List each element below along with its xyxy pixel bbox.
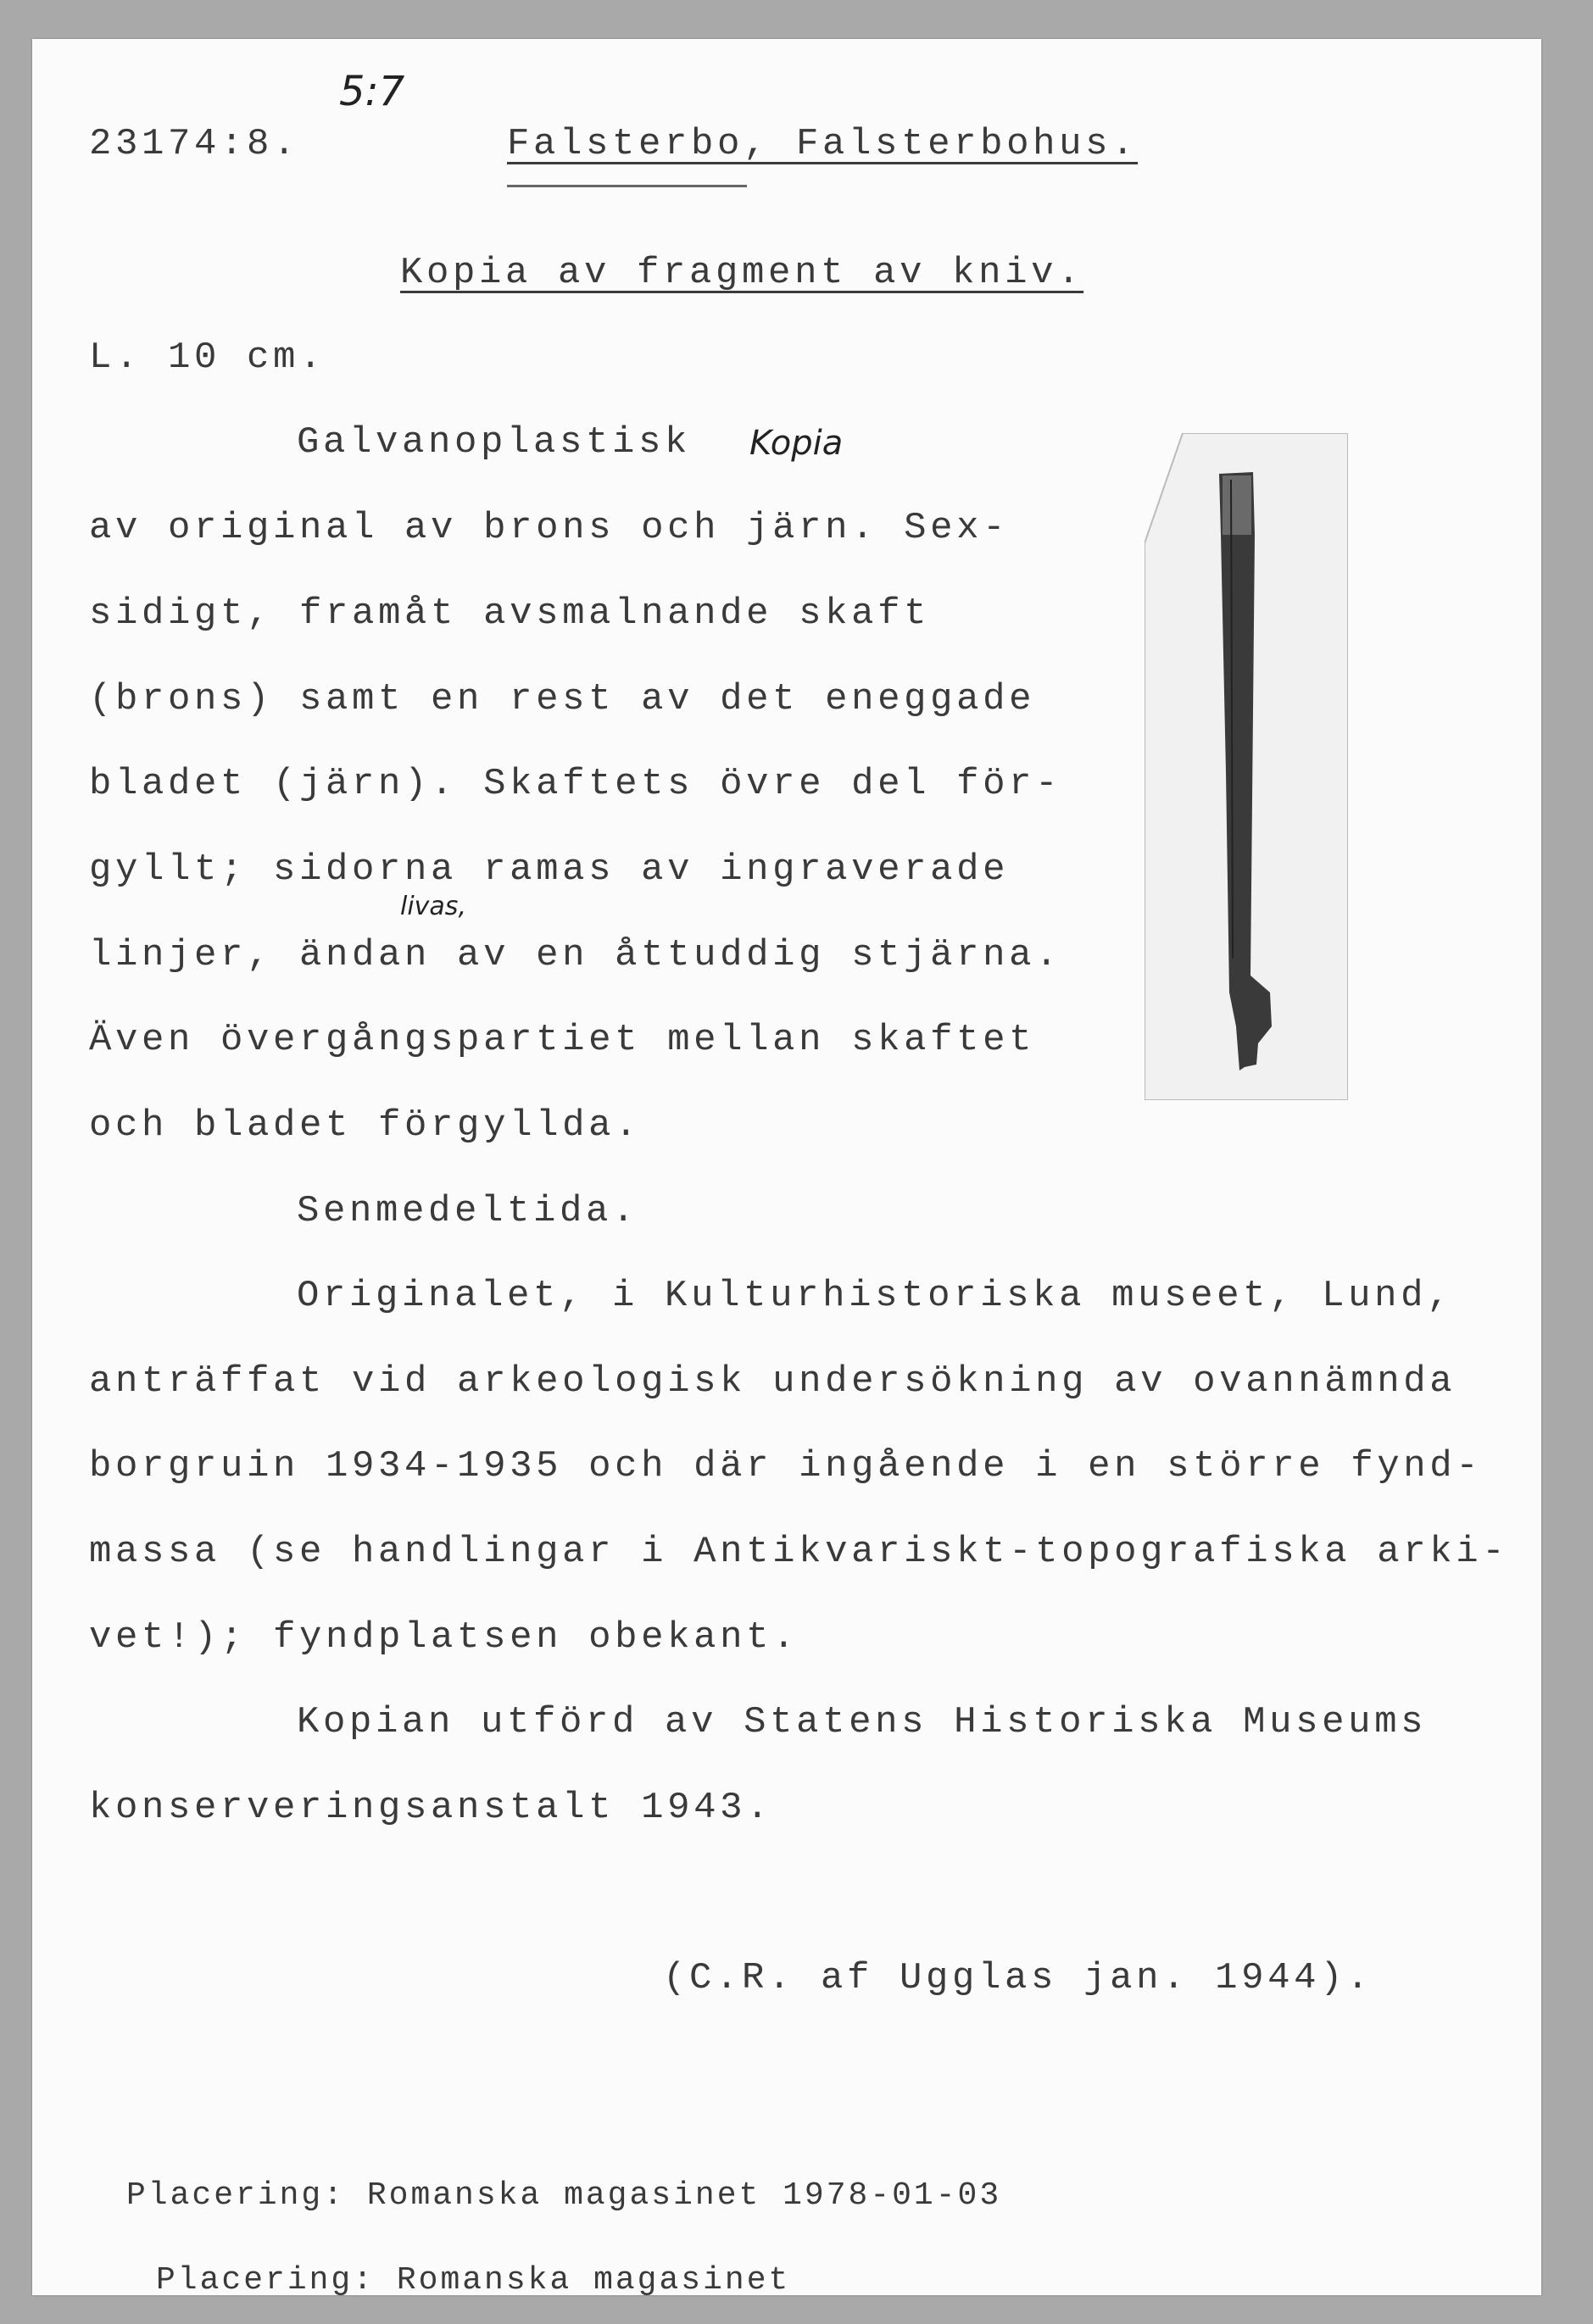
handwritten-livas: livas, [400, 892, 466, 921]
body-line: linjer, ändan av en åttuddig stjärna. [89, 934, 1062, 976]
handwritten-kopia: Kopia [749, 424, 844, 463]
body-line: Kopian utförd av Statens Historiska Museums [297, 1701, 1428, 1743]
body-line: Originalet, i Kulturhistoriska museet, Lund, [297, 1275, 1454, 1317]
body-line: konserveringsanstalt 1943. [89, 1787, 773, 1829]
body-line: gyllt; sidorna ramas av ingraverade [89, 848, 1010, 891]
body-line: Även övergångspartiet mellan skaftet [89, 1019, 1036, 1061]
body-line: borgruin 1934-1935 och där ingående i en större fynd- [89, 1445, 1483, 1487]
placement-stamp-old: Placering: Romanska magasinet [156, 2262, 791, 2299]
knife-photo [1145, 433, 1348, 1100]
signature: (C.R. af Ugglas jan. 1944). [663, 1957, 1373, 1999]
body-line: Senmedeltida. [297, 1190, 639, 1232]
body-line: och bladet förgyllda. [89, 1104, 642, 1147]
body-line: Galvanoplastisk [297, 421, 692, 464]
handwritten-page-ref: 5:7 [339, 68, 405, 115]
location-heading: Falsterbo, Falsterbohus. [507, 123, 1139, 165]
body-line: massa (se handlingar i Antikvariskt-topografiska arki- [89, 1531, 1509, 1573]
body-line: (brons) samt en rest av det eneggade [89, 678, 1036, 720]
body-line: anträffat vid arkeologisk undersökning av ovannämnda [89, 1360, 1457, 1403]
body-line: vet!); fyndplatsen obekant. [89, 1616, 799, 1659]
body-line: sidigt, framåt avsmalnande skaft [89, 592, 931, 635]
length: L. 10 cm. [89, 336, 326, 379]
handwritten-underline [507, 185, 747, 187]
body-line: bladet (järn). Skaftets övre del för- [89, 763, 1062, 805]
object-title: Kopia av fragment av kniv. [400, 252, 1084, 294]
inventory-number: 23174:8. [89, 123, 300, 165]
placement-stamp: Placering: Romanska magasinet 1978-01-03 [126, 2177, 1002, 2214]
body-line: av original av brons och järn. Sex- [89, 507, 1010, 549]
